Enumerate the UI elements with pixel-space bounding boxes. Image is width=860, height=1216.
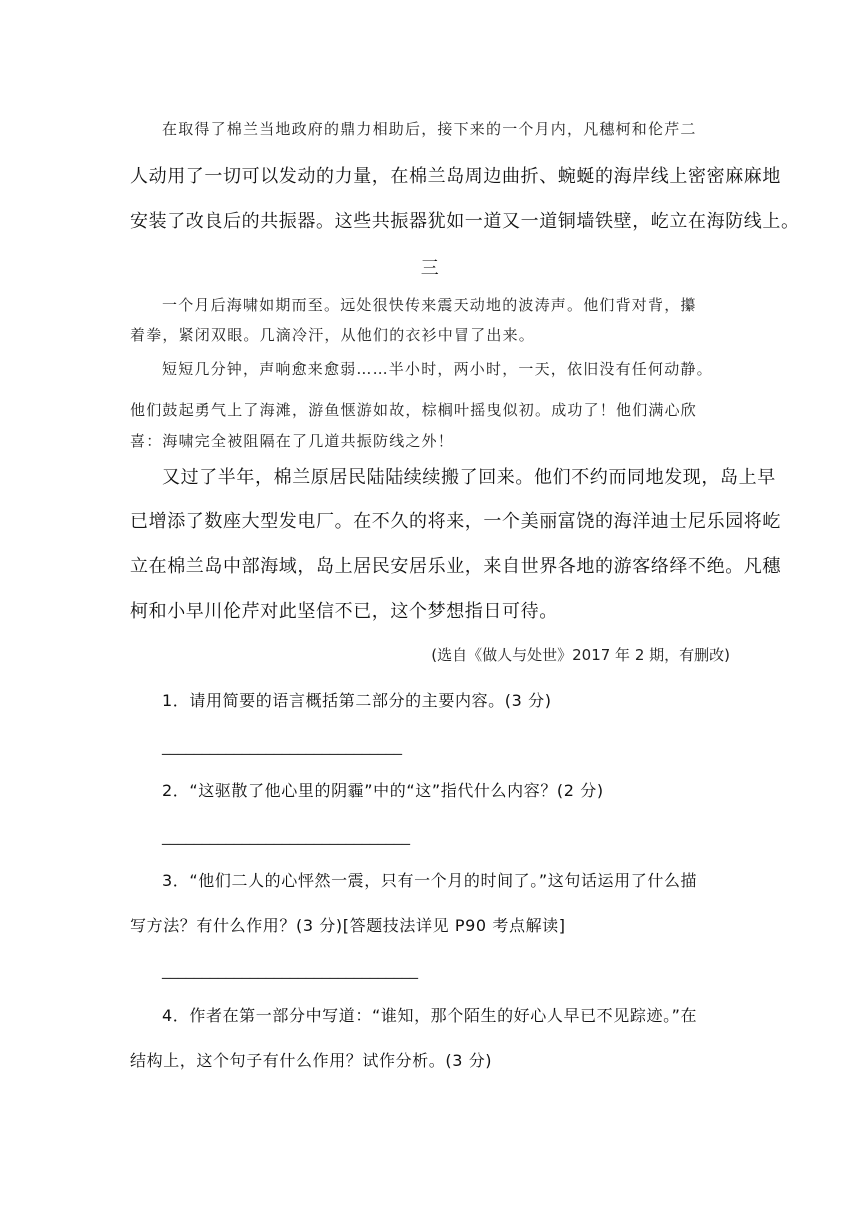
answer-line: _______________________________ [162, 826, 410, 845]
paragraph-line: 已增添了数座大型发电厂。在不久的将来，一个美丽富饶的海洋迪士尼乐园将屹 [130, 511, 781, 532]
paragraph-line: 安装了改良后的共振器。这些共振器犹如一道又一道铜墙铁壁，屹立在海防线上。 [130, 211, 800, 232]
answer-line: ______________________________ [162, 736, 402, 755]
paragraph-line: 一个月后海啸如期而至。远处很快传来震天动地的波涛声。他们背对背，攥 [162, 296, 697, 314]
section-heading: 三 [420, 258, 440, 279]
answer-line: ________________________________ [162, 960, 418, 979]
question-text: 2．“这驱散了他心里的阴霾”中的“这”指代什么内容？(2 分) [162, 781, 604, 800]
question-text: 3．“他们二人的心怦然一震，只有一个月的时间了。”这句话运用了什么描 [162, 871, 698, 890]
paragraph-line: 在取得了棉兰当地政府的鼎力相助后，接下来的一个月内，凡穗柯和伦芹二 [162, 120, 697, 138]
source-citation: (选自《做人与处世》2017 年 2 期，有删改) [431, 646, 730, 664]
paragraph-line: 又过了半年，棉兰原居民陆陆续续搬了回来。他们不约而同地发现，岛上早 [162, 467, 776, 488]
question-text: 1．请用简要的语言概括第二部分的主要内容。(3 分) [162, 691, 552, 710]
paragraph-line: 柯和小早川伦芹对此坚信不已，这个梦想指日可待。 [130, 601, 558, 622]
question-text: 4．作者在第一部分中写道：“谁知，那个陌生的好心人早已不见踪迹。”在 [162, 1006, 698, 1025]
question-text: 写方法？有什么作用？(3 分)[答题技法详见 P90 考点解读] [130, 916, 566, 935]
question-text: 结构上，这个句子有什么作用？试作分析。(3 分) [130, 1051, 493, 1070]
paragraph-line: 喜：海啸完全被阻隔在了几道共振防线之外！ [130, 432, 455, 450]
paragraph-line: 立在棉兰岛中部海域，岛上居民安居乐业，来自世界各地的游客络绎不绝。凡穗 [130, 556, 781, 577]
paragraph-line: 人动用了一切可以发动的力量，在棉兰岛周边曲折、蜿蜒的海岸线上密密麻麻地 [130, 166, 781, 187]
paragraph-line: 短短几分钟，声响愈来愈弱……半小时，两小时，一天，依旧没有任何动静。 [162, 360, 713, 378]
paragraph-line: 着拳，紧闭双眼。几滴冷汗，从他们的衣衫中冒了出来。 [130, 326, 536, 344]
paragraph-line: 他们鼓起勇气上了海滩，游鱼惬游如故，棕榈叶摇曳似初。成功了！他们满心欣 [130, 401, 698, 419]
